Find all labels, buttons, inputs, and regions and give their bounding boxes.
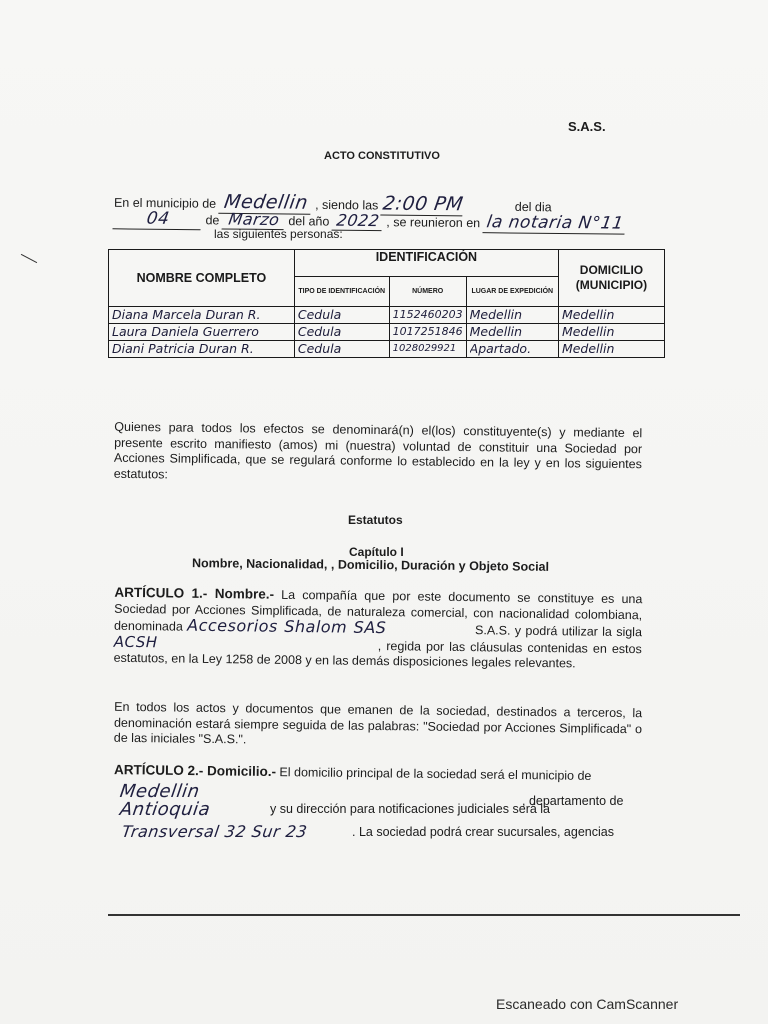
intro-en-el: En el municipio de (113, 195, 217, 211)
acto-title: ACTO CONSTITUTIVO (324, 150, 440, 162)
intro-reunieron: , se reunieron en (386, 215, 481, 231)
cell-domicilio: Medellin (561, 307, 615, 322)
denominacion-paragraph: En todos los actos y documentos que emanen de la sociedad, destinados a terceros, la denominación estará siempre seguida de las palabras: "Sociedad por Acciones Simplificada" o de las iniciales "S.A.S.". (113, 699, 643, 747)
cell-domicilio: Medellin (561, 341, 615, 356)
articulo-1-text-a: La compañía que por este documento se constituye es una Sociedad por Acciones Simplificada, de naturaleza comercial, con nacionalidad colombiana, denominada (113, 587, 643, 634)
header-lugar: LUGAR DE EXPEDICIÓN (466, 277, 558, 307)
articulo-1-label: ARTÍCULO 1.- Nombre.- (114, 584, 275, 602)
capitulo-title: Nombre, Nacionalidad, , Domicilio, Duración y Objeto Social (191, 556, 550, 574)
cell-nombre: Diani Patricia Duran R. (112, 341, 254, 356)
cell-lugar: Medellin (469, 324, 523, 339)
cell-lugar: Apartado. (469, 341, 532, 356)
intro-personas: las siguientes personas: (214, 227, 343, 241)
cell-lugar: Medellin (469, 307, 523, 322)
intro-line-2 (114, 208, 626, 234)
municipio-value: Medellin (218, 191, 313, 215)
header-domicilio: DOMICILIO (MUNICIPIO) (558, 250, 664, 307)
table-row (109, 341, 665, 358)
articulo-1-sas: S.A.S. y (474, 623, 522, 638)
direccion-label: y su dirección para notificaciones judiciales será la (270, 802, 551, 816)
articulo-2-text-a: El domicilio principal de la sociedad será el municipio de (279, 765, 592, 783)
intro-de: de (205, 213, 220, 228)
scan-mark (21, 254, 37, 263)
cell-numero: 1028029921 (392, 343, 457, 354)
articulo-1-text-b: podrá utilizar la sigla (525, 623, 643, 640)
cell-tipo: Cedula (297, 324, 342, 339)
direccion-value: Transversal 32 Sur 23 (120, 822, 309, 841)
table-header-row (109, 250, 665, 277)
cell-nombre: Diana Marcela Duran R. (112, 307, 261, 322)
constituyentes-paragraph: Quienes para todos los efectos se denominará(n) el(los) constituyente(s) y mediante el presente escrito manifiesto (amos) mi (nuestra) voluntad de constituir una Sociedad por Acciones Simplificada, que se regulará conforme lo establecido en la ley y en los siguientes estatutos: (113, 419, 643, 481)
nombre-sociedad: Accesorios Shalom SAS (187, 615, 387, 638)
sigla-value: ACSH (113, 632, 158, 651)
cell-nombre: Laura Daniela Guerrero (112, 324, 259, 339)
domicilio-municipio: Medellin (118, 781, 201, 802)
lugar-value: la notaria N°11 (482, 212, 627, 234)
header-tipo: TIPO DE IDENTIFICACIÓN (294, 277, 389, 307)
mes-value: Marzo (221, 209, 286, 230)
page-bottom-edge (108, 914, 740, 916)
articulo-1-text-c: , regida por las cláusulas contenidas en estos estatutos, en la Ley 1258 de 2008 y en las demás disposiciones legales relevantes. (113, 638, 642, 671)
departamento-value: Antioquia (118, 799, 212, 820)
capitulo-heading: Capítulo I (349, 545, 404, 559)
sas-heading: S.A.S. (568, 119, 606, 134)
cell-tipo: Cedula (297, 307, 342, 322)
cell-numero: 1017251846 (392, 325, 463, 338)
camscanner-watermark: Escaneado con CamScanner (496, 996, 679, 1012)
header-nombre: NOMBRE COMPLETO (109, 250, 295, 307)
header-numero: NÚMERO (389, 277, 466, 307)
hora-value: 2:00 PM (381, 192, 465, 216)
header-identificacion: IDENTIFICACIÓN (294, 250, 558, 277)
intro-siendo: , siendo las (315, 197, 379, 213)
anio-value: 2022 (331, 211, 384, 231)
table-row (109, 307, 665, 324)
table-row (109, 324, 665, 341)
intro-del-dia: del dia (514, 199, 552, 215)
articulo-2-line-1 (114, 762, 592, 783)
articulo-2-text-b: . La sociedad podrá crear sucursales, agencias (352, 825, 614, 839)
cell-domicilio: Medellin (561, 324, 615, 339)
estatutos-heading: Estatutos (348, 513, 403, 527)
articulo-2-label: ARTÍCULO 2.- Domicilio.- (113, 762, 277, 780)
departamento-label: , departamento de (522, 794, 624, 808)
dia-value: 04 (112, 208, 203, 230)
articulo-1 (114, 585, 643, 673)
constituyentes-table (108, 249, 665, 358)
cell-tipo: Cedula (297, 341, 342, 356)
cell-numero: 1152460203 (392, 308, 463, 321)
intro-del-anio: del año (288, 214, 330, 229)
